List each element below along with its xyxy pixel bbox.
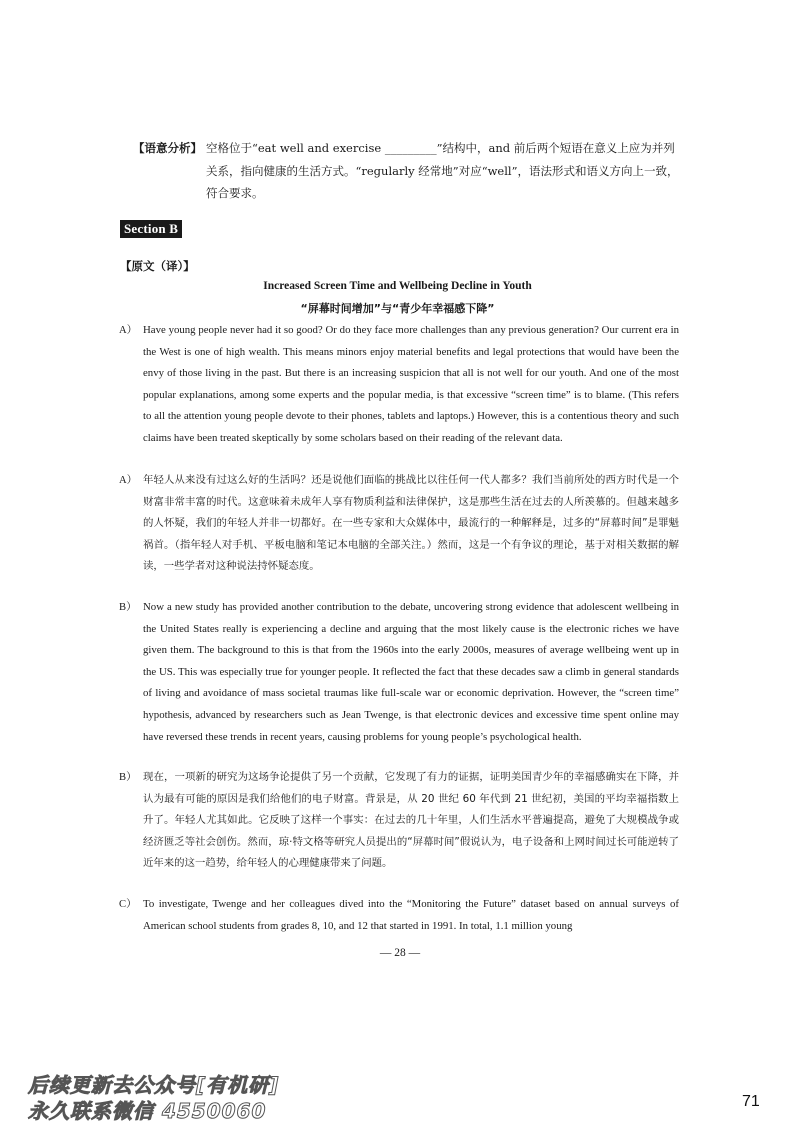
paragraph-tag: B） [119, 772, 137, 783]
section-title: Section B [120, 220, 182, 238]
analysis-label: 【语意分析】 [133, 141, 202, 155]
article-title-zh: “屏幕时间增加”与“青少年幸福感下降” [300, 302, 495, 315]
watermark-line-1: 后续更新去公众号[有机研] [28, 1073, 280, 1097]
paragraph-b-zh [119, 767, 679, 875]
paragraph-text: Now a new study has provided another contribution to the debate, uncovering strong evidence that adolescent wellbeing in the United States really is experiencing a decline and arguing that the most likely cause is the electronic riches we have given them. The background to this is that from the 1960s into the early 2000s, measures of average wellbeing went up in the US. This was especially true for younger people. It reflected the fact that these decades saw a climb in general standards of living and avoidance of mass societal traumas like full-scale war or economic deprivation. However, the “screen time” hypothesis, advanced by researchers such as Jean Twenge, is that electronic devices and excessive time spent online may have reversed these trends in recent years, causing problems for young people’s psychological health. [143, 601, 679, 743]
paragraph-b-en [119, 597, 679, 748]
watermark [28, 1072, 279, 1124]
origin-tag: 【原文（译）】 [120, 259, 195, 273]
paragraph-tag: C） [119, 899, 137, 910]
watermark-line-2: 永久联系微信 4550060 [28, 1099, 267, 1123]
paragraph-tag: A） [119, 475, 138, 486]
corner-page-number: 71 [742, 1093, 760, 1110]
paragraph-text: To investigate, Twenge and her colleagues dived into the “Monitoring the Future” dataset based on annual surveys of American school students from grades 8, 10, and 12 that started in 1991. In total, 1.1 million young [143, 898, 679, 932]
page-number: — 28 — [379, 947, 421, 959]
paragraph-text: Have young people never had it so good? Or do they face more challenges than any previous generation? Our current era in the West is one of high wealth. This means minors enjoy material benefits and legal protections that would have been the envy of those living in the past. But there is an increasing suspicion that all is not well for our youth. And one of the most popular explanations, among some experts and the popular media, is that excessive “screen time” is to blame. (This refers to all the attention young people devote to their phones, tablets and laptops.) However, this is a contentious theory and such claims have been treated skeptically by some scholars based on their reading of the relevant data. [143, 324, 679, 444]
analysis-text: 空格位于“eat well and exercise _________”结构中，and 前后两个短语在意义上应为并列关系，指向健康的生活方式。“regularly 经常地”对应“well”，语法形式和语义方向上一致，符合要求。 [206, 141, 679, 200]
paragraph-text: 年轻人从来没有过这么好的生活吗？还是说他们面临的挑战比以往任何一代人都多？我们当前所处的西方时代是一个财富非常丰富的时代。这意味着未成年人享有物质利益和法律保护，这是那些生活在过去的人所羡慕的。但越来越多的人怀疑，我们的年轻人并非一切都好。在一些专家和大众媒体中，最流行的一种解释是，过多的“屏幕时间”是罪魁祸首。（指年轻人对手机、平板电脑和笔记本电脑的全部关注。）然而，这是一个有争议的理论，基于对相关数据的解读，一些学者对这种说法持怀疑态度。 [143, 474, 679, 573]
paragraph-tag: B） [119, 602, 137, 613]
paragraph-c-en [119, 894, 679, 937]
paragraph-a-en [119, 320, 679, 450]
analysis-block [133, 137, 688, 200]
article-title-en: Increased Screen Time and Wellbeing Decline in Youth [263, 280, 532, 292]
paragraph-a-zh [119, 470, 679, 578]
paragraph-tag: A） [119, 325, 138, 336]
paragraph-text: 现在，一项新的研究为这场争论提供了另一个贡献，它发现了有力的证据，证明美国青少年的幸福感确实在下降，并认为最有可能的原因是我们给他们的电子财富。背景是，从 20 世纪 60 年代到 21 世纪初，美国的平均幸福指数上升了。年轻人尤其如此。它反映了这样一个事实：在过去的几十年里，人们生活水平普遍提高，避免了大规模战争或经济匮乏等社会创伤。然而，琼·特文格等研究人员提出的“屏幕时间”假说认为，电子设备和上网时间过长可能逆转了近年来的这一趋势，给年轻人的心理健康带来了问题。 [143, 771, 679, 870]
